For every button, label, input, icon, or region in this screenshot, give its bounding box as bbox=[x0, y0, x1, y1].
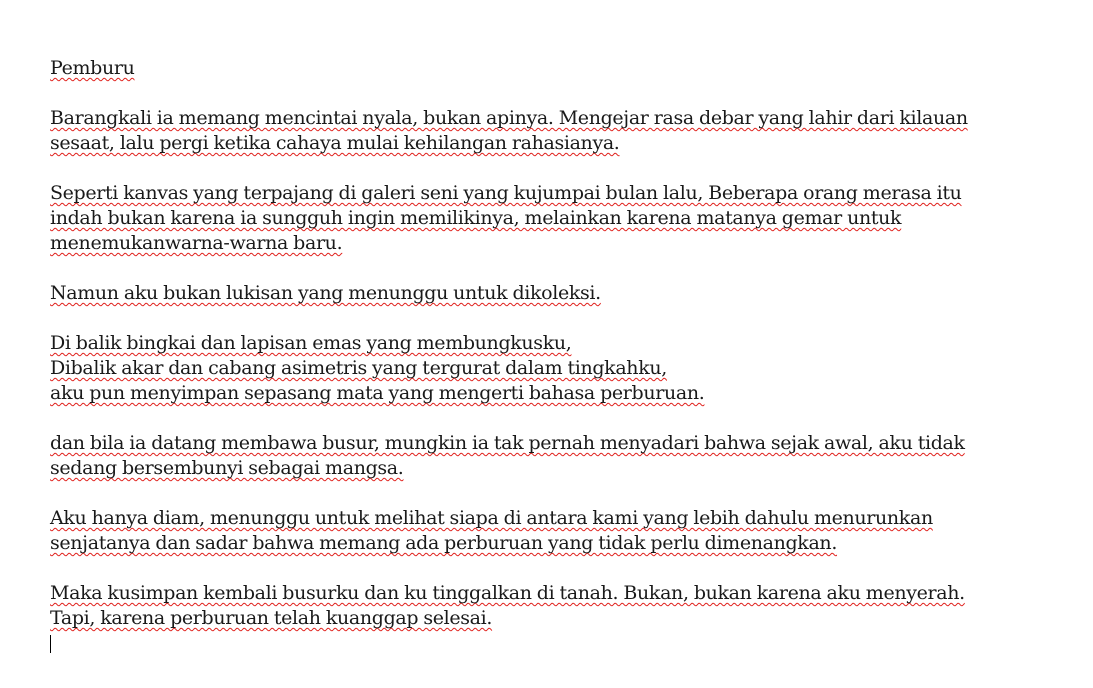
paragraph-line: Dibalik akar dan cabang asimetris yang tergurat dalam tingkahku, bbox=[50, 357, 667, 379]
paragraph-5 bbox=[50, 431, 1050, 481]
paragraph-line: Namun aku bukan lukisan yang menunggu untuk dikoleksi. bbox=[50, 282, 601, 304]
paragraph-line: Barangkali ia memang mencintai nyala, bukan apinya. Mengejar rasa debar yang lahir dari kilauan bbox=[50, 107, 968, 129]
paragraph-2 bbox=[50, 181, 1050, 256]
paragraph-line: Seperti kanvas yang terpajang di galeri seni yang kujumpai bulan lalu, Beberapa orang merasa itu bbox=[50, 182, 962, 204]
paragraph-line: dan bila ia datang membawa busur, mungkin ia tak pernah menyadari bahwa sejak awal, aku tidak bbox=[50, 432, 965, 454]
paragraph-line: sedang bersembunyi sebagai mangsa. bbox=[50, 457, 404, 479]
document-body[interactable] bbox=[50, 56, 1050, 631]
blank-line bbox=[50, 406, 1050, 431]
text-cursor bbox=[50, 635, 51, 653]
paragraph-line: Aku hanya diam, menunggu untuk melihat siapa di antara kami yang lebih dahulu menurunkan bbox=[50, 507, 933, 529]
poem-title: Pemburu bbox=[50, 57, 135, 79]
paragraph-line: menemukanwarna-warna baru. bbox=[50, 232, 343, 254]
blank-line bbox=[50, 81, 1050, 106]
blank-line bbox=[50, 156, 1050, 181]
paragraph-line: senjatanya dan sadar bahwa memang ada perburuan yang tidak perlu dimenangkan. bbox=[50, 532, 838, 554]
paragraph-line: aku pun menyimpan sepasang mata yang mengerti bahasa perburuan. bbox=[50, 382, 705, 404]
paragraph-line: sesaat, lalu pergi ketika cahaya mulai kehilangan rahasianya. bbox=[50, 132, 620, 154]
paragraph-1 bbox=[50, 106, 1050, 156]
paragraph-6 bbox=[50, 506, 1050, 556]
blank-line bbox=[50, 306, 1050, 331]
paragraph-line: Di balik bingkai dan lapisan emas yang membungkusku, bbox=[50, 332, 572, 354]
blank-line bbox=[50, 256, 1050, 281]
blank-line bbox=[50, 556, 1050, 581]
blank-line bbox=[50, 481, 1050, 506]
paragraph-4 bbox=[50, 331, 1050, 406]
paragraph-line: Maka kusimpan kembali busurku dan ku tinggalkan di tanah. Bukan, bukan karena aku menyerah. bbox=[50, 582, 965, 604]
paragraph-7 bbox=[50, 581, 1050, 631]
paragraph-3 bbox=[50, 281, 1050, 306]
paragraph-line: Tapi, karena perburuan telah kuanggap selesai. bbox=[50, 607, 493, 629]
paragraph-line: indah bukan karena ia sungguh ingin memilikinya, melainkan karena matanya gemar untuk bbox=[50, 207, 902, 229]
